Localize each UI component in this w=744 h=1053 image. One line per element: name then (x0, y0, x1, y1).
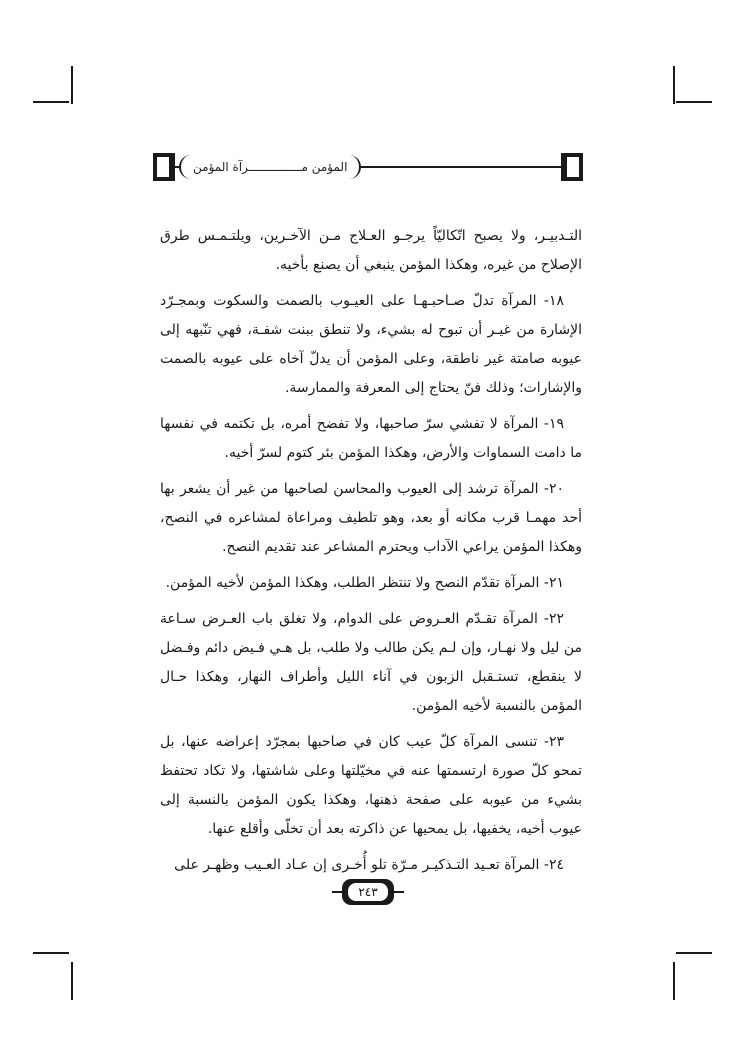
paragraph-24: ٢٤- المرآة تعـيد التـذكيـر مـرّة تلو أُخـرى إن عـاد العـيب وظهـر على (174, 857, 564, 873)
crop-mark-top-right-vertical (673, 66, 675, 104)
crop-mark-bottom-left-vertical (71, 962, 73, 1000)
running-header (153, 153, 583, 181)
paragraph-continuation: التـدبيـر، ولا يصبح اتّكاليّاً يرجـو العـلاج مـن الآخـرين، ويلتـمـس طرق الإصلاح من غيره، وهكذا المؤمن ينبغي أن يصنع بأخيه. (160, 228, 582, 273)
header-left-bracket (153, 153, 175, 181)
crop-mark-bottom-right-horizontal (676, 952, 712, 954)
paragraph-22: ٢٢- المرآة تقـدّم العـروض على الدوام، ولا تغلق باب العـرض سـاعة من ليل ولا نهـار، وإن لـم يكن طالب ولا طلب، بل هـي فـيض دائم وفـضل لا ينقطع، تستـقبل الزبون في آناء الليل وأطراف النهار، وهكذا حـال المؤمن بالنسبة لأخيه المؤمن. (160, 611, 582, 714)
header-title: المؤمن مـــــــــــــــرآة المؤمن (179, 155, 361, 179)
page-number: ٢٤٣ (348, 883, 388, 901)
crop-mark-top-right-horizontal (676, 101, 712, 103)
crop-mark-bottom-left-horizontal (33, 952, 69, 954)
paragraph-23: ٢٣- تنسى المرآة كلّ عيب كان في صاحبها بمجرّد إعراضه عنها، بل تمحو كلّ صورة ارتسمتها عنه في مخيّلتها وعلى شاشتها، ولا تكاد تحتفظ بشيء من عيوبه على صفحة ذهنها، وهكذا يكون المؤمن بالنسبة إلى عيوب أخيه، يخفيها، بل يمحيها عن ذاكرته بعد أن تخلّى وأقلع عنها. (160, 734, 582, 837)
page-number-badge (332, 879, 404, 905)
page-number-frame (342, 879, 394, 905)
page-body (160, 222, 582, 887)
paragraph-21: ٢١- المرآة تقدّم النصح ولا تنتظر الطلب، وهكذا المؤمن لأخيه المؤمن. (165, 575, 564, 591)
crop-mark-bottom-right-vertical (673, 962, 675, 1000)
header-right-bracket (561, 153, 583, 181)
crop-mark-top-left-vertical (71, 66, 73, 104)
paragraph-19: ١٩- المرآة لا تفشي سرّ صاحبها، ولا تفضح أمره، بل تكتمه في نفسها ما دامت السماوات والأرض، وهكذا المؤمن بئر كتوم لسرّ أخيه. (160, 416, 582, 461)
crop-mark-top-left-horizontal (33, 101, 69, 103)
paragraph-18: ١٨- المرآة تدلّ صـاحبـهـا على العيـوب بالصمت والسكوت وبمجـرّد الإشارة من غيـر أن تبوح له بشيء، ولا تنطق ببنت شفـة، فهي تنّبهه إلى عيوبه صامتة غير ناطقة، وعلى المؤمن أن يدلّ آخاه على عيوبه بالصمت والإشارات؛ وذلك فنّ يحتاج إلى المعرفة والممارسة. (160, 293, 582, 396)
paragraph-20: ٢٠- المرآة ترشد إلى العيوب والمحاسن لصاحبها من غير أن يشعر بها أحد مهمـا قرب مكانه أو بعد، وهو تلطيف ومراعاة لمشاعره في النصح، وهكذا المؤمن يراعي الآداب ويحترم المشاعر عند تقديم النصح. (160, 481, 582, 555)
